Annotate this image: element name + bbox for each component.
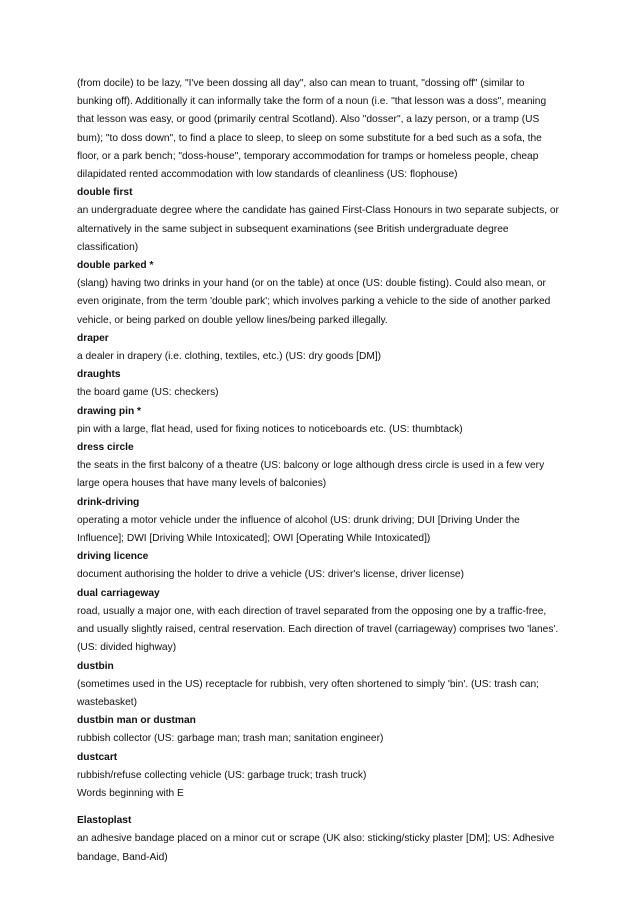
definition-dustbin-man: rubbish collector (US: garbage man; trash man; sanitation engineer)	[77, 733, 384, 745]
definition-dual-carriageway: road, usually a major one, with each direction of travel separated from the opposing one by a traffic-free, and usually slightly raised, central reservation. Each direction of travel (carriageway) comprises two 'lanes'. (US: divided highway)	[77, 605, 559, 654]
definition-double-first: an undergraduate degree where the candidate has gained First-Class Honours in two separate subjects, or alternatively in the same subject in subsequent examinations (see British undergraduate degree classification)	[77, 205, 559, 253]
term-driving-licence: driving licence	[77, 551, 149, 563]
term-dustcart: dustcart	[77, 751, 118, 763]
definition-elastoplast: an adhesive bandage placed on a minor cut or scrape (UK also: sticking/sticky plaster [DM]; US: Adhesive bandage, Band-Aid)	[77, 833, 555, 863]
definition-dress-circle: the seats in the first balcony of a theatre (US: balcony or loge although dress circle is used in a few very large opera houses that have many levels of balconies)	[77, 460, 545, 490]
definition-draughts: the board game (US: checkers)	[77, 387, 219, 399]
definition-driving-licence: document authorising the holder to drive a vehicle (US: driver's license, driver license)	[77, 569, 464, 581]
term-dual-carriageway: dual carriageway	[77, 587, 160, 599]
section-heading-e: Words beginning with E	[77, 787, 184, 799]
term-dress-circle: dress circle	[77, 442, 134, 454]
term-double-parked: double parked *	[77, 260, 154, 272]
term-elastoplast: Elastoplast	[77, 815, 132, 827]
document-page	[77, 75, 563, 867]
definition-double-parked: (slang) having two drinks in your hand (or on the table) at once (US: double fisting). Could also mean, or even originate, from the term 'double park'; which involves parking a vehicle to the side of another parked vehicle, or being parked on double yellow lines/being parked illegally.	[77, 278, 551, 326]
term-double-first: double first	[77, 187, 133, 199]
term-drawing-pin: drawing pin *	[77, 405, 141, 417]
definition-draper: a dealer in drapery (i.e. clothing, textiles, etc.) (US: dry goods [DM])	[77, 351, 382, 363]
term-drink-driving: drink-driving	[77, 496, 140, 508]
definition-drawing-pin: pin with a large, flat head, used for fixing notices to noticeboards etc. (US: thumbtack)	[77, 423, 463, 435]
definition-dustcart: rubbish/refuse collecting vehicle (US: garbage truck; trash truck)	[77, 769, 367, 781]
term-draper: draper	[77, 332, 109, 344]
term-dustbin: dustbin	[77, 660, 114, 672]
definition-doss: (from docile) to be lazy, "I've been dossing all day", also can mean to truant, "dossing off" (similar to bunking off). Additionally it can informally take the form of a noun (i.e. "that lesson was a doss", meaning that lesson was easy, or good (primarily central Scotland). Also "dosser", a lazy person, or a tramp (US bum); "to doss down", to find a place to sleep, to sleep on some substitute for a bed such as a sofa, the floor, or a park bench; "doss-house", temporary accommodation for tramps or homeless people, cheap dilapidated rented accommodation with low standards of cleanliness (US: flophouse)	[77, 78, 547, 181]
definition-dustbin: (sometimes used in the US) receptacle for rubbish, very often shortened to simply 'bin'. (US: trash can; wastebasket)	[77, 678, 539, 708]
definition-drink-driving: operating a motor vehicle under the influence of alcohol (US: drunk driving; DUI [Driving Under the Influence]; DWI [Driving While Intoxicated]; OWI [Operating While Intoxicated])	[77, 514, 520, 545]
term-dustbin-man: dustbin man or dustman	[77, 715, 196, 727]
term-draughts: draughts	[77, 369, 121, 381]
section-spacer	[77, 803, 563, 812]
